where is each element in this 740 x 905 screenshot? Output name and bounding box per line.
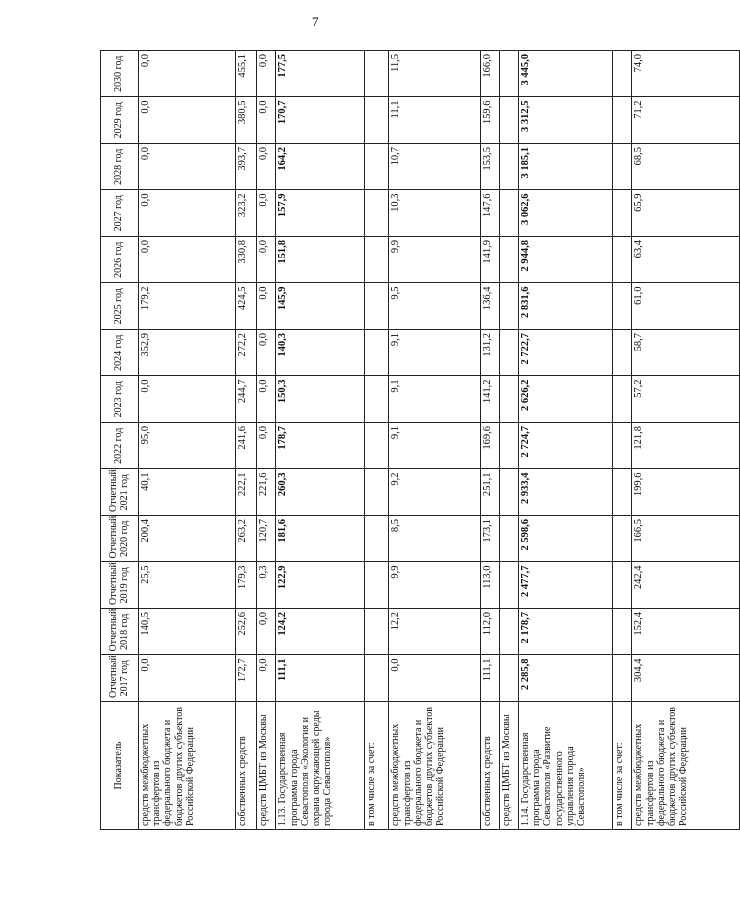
value-cell: 10,3 xyxy=(389,190,480,237)
value-cell xyxy=(499,330,518,377)
value-cell: 121,8 xyxy=(632,423,740,470)
value-cell: 0,0 xyxy=(257,51,276,98)
row-label: средств межбюджетных трансфертов из федерального бюджета и бюджетов других субъектов Российской Федерации xyxy=(632,702,740,830)
value-cell: 181,6 xyxy=(276,516,365,563)
value-cell xyxy=(613,609,632,656)
header-cell: 2022 год xyxy=(101,423,139,470)
value-cell: 112,0 xyxy=(480,609,499,656)
value-cell: 393,7 xyxy=(235,144,257,191)
value-cell: 380,5 xyxy=(235,97,257,144)
header-cell: 2026 год xyxy=(101,237,139,284)
table-row xyxy=(632,51,740,830)
value-cell: 424,5 xyxy=(235,283,257,330)
header-cell: Отчетный 2019 год xyxy=(101,562,139,609)
header-cell: Показатель xyxy=(101,702,139,830)
row-label: собственных средств xyxy=(480,702,499,830)
value-cell: 11,1 xyxy=(389,97,480,144)
value-cell: 61,0 xyxy=(632,283,740,330)
value-cell xyxy=(365,330,389,377)
value-cell: 153,5 xyxy=(480,144,499,191)
value-cell xyxy=(613,144,632,191)
table-row xyxy=(257,51,276,830)
value-cell: 0,0 xyxy=(257,237,276,284)
value-cell: 141,2 xyxy=(480,376,499,423)
value-cell: 0,0 xyxy=(257,144,276,191)
table-row xyxy=(365,51,389,830)
value-cell: 9,2 xyxy=(389,469,480,516)
value-cell: 65,9 xyxy=(632,190,740,237)
value-cell: 263,2 xyxy=(235,516,257,563)
value-cell: 9,9 xyxy=(389,237,480,284)
header-cell: 2029 год xyxy=(101,97,139,144)
value-cell: 74,0 xyxy=(632,51,740,98)
value-cell: 172,7 xyxy=(235,655,257,702)
value-cell xyxy=(613,562,632,609)
value-cell xyxy=(613,190,632,237)
value-cell: 131,2 xyxy=(480,330,499,377)
value-cell: 3 445,0 xyxy=(518,51,612,98)
value-cell: 0,0 xyxy=(257,609,276,656)
value-cell xyxy=(613,516,632,563)
value-cell: 304,4 xyxy=(632,655,740,702)
value-cell: 40,1 xyxy=(139,469,236,516)
row-label: средств ЦМБТ из Москвы xyxy=(499,702,518,830)
value-cell: 3 312,5 xyxy=(518,97,612,144)
value-cell: 272,2 xyxy=(235,330,257,377)
value-cell xyxy=(613,237,632,284)
header-cell: Отчетный 2018 год xyxy=(101,609,139,656)
value-cell: 0,0 xyxy=(139,144,236,191)
value-cell: 221,6 xyxy=(257,469,276,516)
value-cell: 2 933,4 xyxy=(518,469,612,516)
value-cell xyxy=(365,423,389,470)
value-cell: 0,0 xyxy=(389,655,480,702)
table-row xyxy=(480,51,499,830)
value-cell xyxy=(613,655,632,702)
value-cell xyxy=(499,51,518,98)
value-cell: 2 178,7 xyxy=(518,609,612,656)
page-number: 7 xyxy=(312,14,319,29)
value-cell: 0,0 xyxy=(139,51,236,98)
value-cell: 57,2 xyxy=(632,376,740,423)
value-cell xyxy=(365,376,389,423)
value-cell: 166,0 xyxy=(480,51,499,98)
value-cell xyxy=(613,51,632,98)
value-cell xyxy=(499,190,518,237)
row-label: 1.13. Государственная программа города Севастополя «Экология и охрана окружающей среды города Севастополя» xyxy=(276,702,365,830)
value-cell: 0,0 xyxy=(139,376,236,423)
value-cell: 251,1 xyxy=(480,469,499,516)
header-cell: Отчетный 2020 год xyxy=(101,516,139,563)
value-cell: 140,5 xyxy=(139,609,236,656)
value-cell: 9,1 xyxy=(389,330,480,377)
value-cell xyxy=(613,283,632,330)
row-label: средств ЦМБТ из Москвы xyxy=(257,702,276,830)
row-label: собственных средств xyxy=(235,702,257,830)
header-cell: 2024 год xyxy=(101,330,139,377)
value-cell xyxy=(499,423,518,470)
value-cell xyxy=(613,330,632,377)
value-cell xyxy=(499,655,518,702)
value-cell: 68,5 xyxy=(632,144,740,191)
value-cell: 177,5 xyxy=(276,51,365,98)
table-row xyxy=(518,51,612,830)
row-label: 1.14. Государственная программа города Севастополя «Развитие государственного управления города Севастополя» xyxy=(518,702,612,830)
value-cell: 25,5 xyxy=(139,562,236,609)
value-cell: 0,0 xyxy=(257,423,276,470)
header-cell: 2027 год xyxy=(101,190,139,237)
table-row xyxy=(139,51,236,830)
rotated-table-container xyxy=(100,50,740,830)
value-cell: 166,5 xyxy=(632,516,740,563)
value-cell: 0,0 xyxy=(139,190,236,237)
value-cell: 3 185,1 xyxy=(518,144,612,191)
value-cell: 0,3 xyxy=(257,562,276,609)
value-cell: 157,9 xyxy=(276,190,365,237)
value-cell xyxy=(365,51,389,98)
value-cell xyxy=(499,97,518,144)
header-cell: Отчетный 2021 год xyxy=(101,469,139,516)
value-cell: 12,2 xyxy=(389,609,480,656)
value-cell: 178,7 xyxy=(276,423,365,470)
value-cell: 113,0 xyxy=(480,562,499,609)
value-cell: 2 598,6 xyxy=(518,516,612,563)
value-cell: 63,4 xyxy=(632,237,740,284)
value-cell: 120,7 xyxy=(257,516,276,563)
value-cell xyxy=(613,423,632,470)
value-cell: 0,0 xyxy=(257,655,276,702)
value-cell: 241,6 xyxy=(235,423,257,470)
table-row xyxy=(389,51,480,830)
value-cell: 122,9 xyxy=(276,562,365,609)
value-cell: 9,9 xyxy=(389,562,480,609)
table-row xyxy=(235,51,257,830)
value-cell: 9,1 xyxy=(389,423,480,470)
value-cell: 173,1 xyxy=(480,516,499,563)
value-cell: 10,7 xyxy=(389,144,480,191)
table-row xyxy=(499,51,518,830)
value-cell: 0,0 xyxy=(257,330,276,377)
value-cell: 150,3 xyxy=(276,376,365,423)
value-cell: 141,9 xyxy=(480,237,499,284)
value-cell xyxy=(365,609,389,656)
value-cell: 0,0 xyxy=(139,97,236,144)
value-cell xyxy=(365,516,389,563)
header-cell: 2028 год xyxy=(101,144,139,191)
value-cell xyxy=(499,283,518,330)
value-cell xyxy=(499,516,518,563)
value-cell: 0,0 xyxy=(257,97,276,144)
value-cell xyxy=(499,562,518,609)
value-cell: 2 831,6 xyxy=(518,283,612,330)
value-cell: 260,3 xyxy=(276,469,365,516)
value-cell: 242,4 xyxy=(632,562,740,609)
value-cell: 0,0 xyxy=(257,283,276,330)
value-cell xyxy=(499,609,518,656)
row-label: в том числе за счет: xyxy=(613,702,632,830)
value-cell: 152,4 xyxy=(632,609,740,656)
value-cell: 169,6 xyxy=(480,423,499,470)
value-cell: 0,0 xyxy=(257,190,276,237)
value-cell: 330,8 xyxy=(235,237,257,284)
value-cell: 2 722,7 xyxy=(518,330,612,377)
value-cell: 2 944,8 xyxy=(518,237,612,284)
value-cell xyxy=(613,469,632,516)
value-cell: 244,7 xyxy=(235,376,257,423)
value-cell xyxy=(365,562,389,609)
row-label: средств межбюджетных трансфертов из федерального бюджета и бюджетов других субъектов Российской Федерации xyxy=(389,702,480,830)
value-cell: 323,2 xyxy=(235,190,257,237)
value-cell: 95,0 xyxy=(139,423,236,470)
value-cell: 222,1 xyxy=(235,469,257,516)
value-cell xyxy=(365,97,389,144)
value-cell xyxy=(613,97,632,144)
value-cell: 71,2 xyxy=(632,97,740,144)
value-cell xyxy=(499,376,518,423)
budget-table xyxy=(100,50,740,830)
value-cell: 11,5 xyxy=(389,51,480,98)
table-row xyxy=(613,51,632,830)
value-cell: 199,6 xyxy=(632,469,740,516)
value-cell xyxy=(613,376,632,423)
value-cell: 170,7 xyxy=(276,97,365,144)
value-cell: 200,4 xyxy=(139,516,236,563)
table-row xyxy=(276,51,365,830)
row-label: средств межбюджетных трансфертов из федерального бюджета и бюджетов других субъектов Российской Федерации xyxy=(139,702,236,830)
header-cell: 2030 год xyxy=(101,51,139,98)
value-cell: 2 285,8 xyxy=(518,655,612,702)
value-cell xyxy=(499,469,518,516)
value-cell xyxy=(499,144,518,191)
value-cell: 111,1 xyxy=(480,655,499,702)
value-cell: 2 477,7 xyxy=(518,562,612,609)
value-cell: 136,4 xyxy=(480,283,499,330)
value-cell: 9,1 xyxy=(389,376,480,423)
value-cell: 179,3 xyxy=(235,562,257,609)
value-cell: 0,0 xyxy=(139,237,236,284)
value-cell: 164,2 xyxy=(276,144,365,191)
value-cell: 352,9 xyxy=(139,330,236,377)
value-cell: 2 626,2 xyxy=(518,376,612,423)
value-cell xyxy=(365,144,389,191)
value-cell: 140,3 xyxy=(276,330,365,377)
value-cell xyxy=(365,655,389,702)
value-cell: 124,2 xyxy=(276,609,365,656)
value-cell xyxy=(365,190,389,237)
value-cell: 455,1 xyxy=(235,51,257,98)
value-cell: 8,5 xyxy=(389,516,480,563)
value-cell: 0,0 xyxy=(139,655,236,702)
value-cell: 0,0 xyxy=(257,376,276,423)
value-cell: 58,7 xyxy=(632,330,740,377)
value-cell xyxy=(365,469,389,516)
value-cell: 9,5 xyxy=(389,283,480,330)
value-cell: 3 062,6 xyxy=(518,190,612,237)
value-cell: 111,1 xyxy=(276,655,365,702)
value-cell: 252,6 xyxy=(235,609,257,656)
value-cell xyxy=(499,237,518,284)
value-cell: 159,6 xyxy=(480,97,499,144)
header-cell: 2025 год xyxy=(101,283,139,330)
value-cell xyxy=(365,237,389,284)
header-cell: 2023 год xyxy=(101,376,139,423)
value-cell: 151,8 xyxy=(276,237,365,284)
header-cell: Отчетный 2017 год xyxy=(101,655,139,702)
row-label: в том числе за счет: xyxy=(365,702,389,830)
value-cell xyxy=(365,283,389,330)
value-cell: 145,9 xyxy=(276,283,365,330)
table-header-row xyxy=(101,51,139,830)
value-cell: 2 724,7 xyxy=(518,423,612,470)
value-cell: 179,2 xyxy=(139,283,236,330)
value-cell: 147,6 xyxy=(480,190,499,237)
